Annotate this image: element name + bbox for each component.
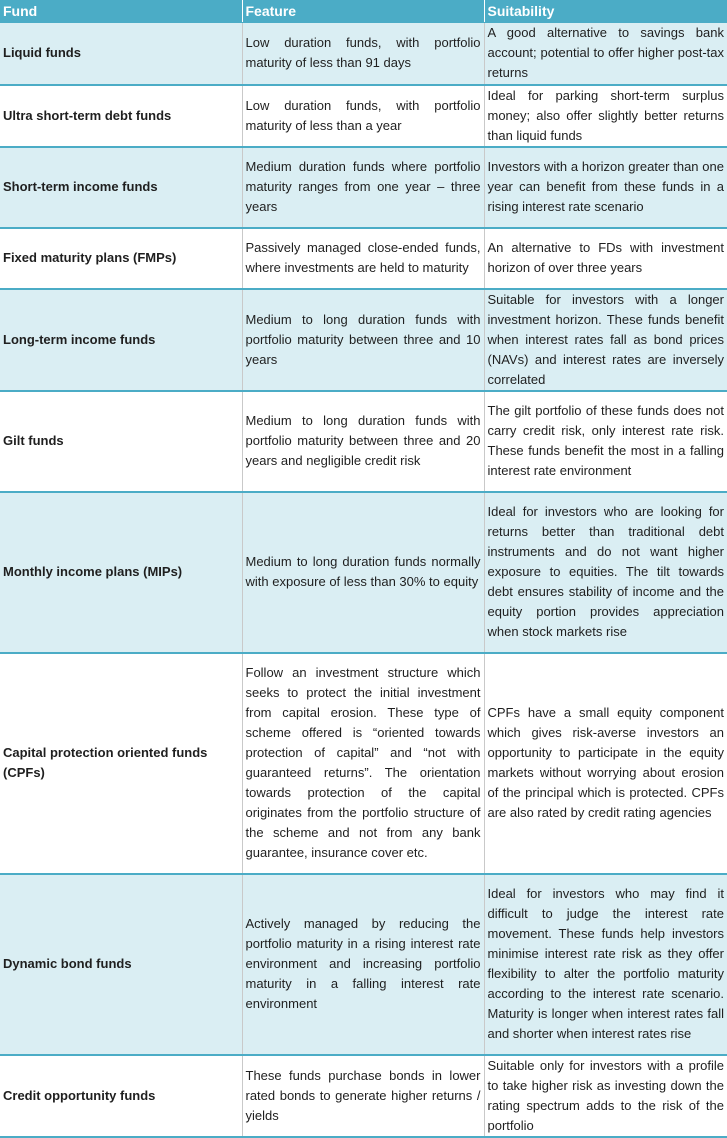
fund-suitability: The gilt portfolio of these funds does not carry credit risk, only interest rate risk. These funds benefit the most in a falling interest rate environment: [484, 391, 727, 492]
fund-feature: Actively managed by reducing the portfolio maturity in a rising interest rate environment and increasing portfolio maturity in a falling interest rate environment: [242, 874, 484, 1055]
fund-feature: Passively managed close-ended funds, where investments are held to maturity: [242, 228, 484, 289]
header-suitability: Suitability: [484, 0, 727, 23]
table-row: [0, 85, 727, 147]
fund-suitability: Ideal for investors who are looking for returns better than traditional debt instruments and do not want higher exposure to equities. The tilt towards debt ensures stability of income and the equity portion provides appreciation when stock markets rise: [484, 492, 727, 653]
fund-name: Long-term income funds: [0, 289, 242, 391]
fund-suitability: Investors with a horizon greater than one year can benefit from these funds in a rising interest rate scenario: [484, 147, 727, 228]
fund-suitability: CPFs have a small equity component which gives risk-averse investors an opportunity to participate in the equity markets without worrying about erosion of the principal which is protected. CPFs are also rated by credit rating agencies: [484, 653, 727, 874]
header-fund: Fund: [0, 0, 242, 23]
fund-name: Fixed maturity plans (FMPs): [0, 228, 242, 289]
fund-feature: Medium duration funds where portfolio maturity ranges from one year – three years: [242, 147, 484, 228]
fund-feature: These funds purchase bonds in lower rated bonds to generate higher returns / yields: [242, 1055, 484, 1137]
fund-suitability: Suitable for investors with a longer investment horizon. These funds benefit when interest rates fall as bond prices (NAVs) and interest rates are inversely correlated: [484, 289, 727, 391]
table-row: [0, 1055, 727, 1137]
fund-feature: Low duration funds, with portfolio maturity of less than 91 days: [242, 23, 484, 85]
table-row: [0, 874, 727, 1055]
fund-feature: Follow an investment structure which seeks to protect the initial investment from capital erosion. These type of scheme offered is “oriented towards protection of capital” and “not with guaranteed returns”. The orientation towards protection of the capital originates from the portfolio structure of the scheme and not from any bank guarantee, insurance cover etc.: [242, 653, 484, 874]
fund-suitability: Ideal for parking short-term surplus money; also offer slightly better returns than liquid funds: [484, 85, 727, 147]
fund-feature: Medium to long duration funds normally with exposure of less than 30% to equity: [242, 492, 484, 653]
table-row: [0, 289, 727, 391]
table-row: [0, 391, 727, 492]
header-row: [0, 0, 727, 23]
header-feature: Feature: [242, 0, 484, 23]
fund-suitability: A good alternative to savings bank account; potential to offer higher post-tax returns: [484, 23, 727, 85]
fund-name: Ultra short-term debt funds: [0, 85, 242, 147]
fund-suitability: Ideal for investors who may find it difficult to judge the interest rate movement. These funds help investors minimise interest rate risk as they offer flexibility to alter the portfolio maturity according to the interest rate scenario. Maturity is longer when interest rates fall and shorter when interest rates rise: [484, 874, 727, 1055]
fund-name: Capital protection oriented funds (CPFs): [0, 653, 242, 874]
fund-name: Gilt funds: [0, 391, 242, 492]
fund-suitability: An alternative to FDs with investment horizon of over three years: [484, 228, 727, 289]
fund-name: Monthly income plans (MIPs): [0, 492, 242, 653]
fund-name: Short-term income funds: [0, 147, 242, 228]
fund-name: Liquid funds: [0, 23, 242, 85]
fund-suitability: Suitable only for investors with a profile to take higher risk as investing down the rating spectrum adds to the risk of the portfolio: [484, 1055, 727, 1137]
fund-feature: Medium to long duration funds with portfolio maturity between three and 10 years: [242, 289, 484, 391]
fund-name: Credit opportunity funds: [0, 1055, 242, 1137]
table-row: [0, 23, 727, 85]
fund-name: Dynamic bond funds: [0, 874, 242, 1055]
table-row: [0, 147, 727, 228]
table-row: [0, 653, 727, 874]
table-row: [0, 228, 727, 289]
fund-feature: Medium to long duration funds with portfolio maturity between three and 20 years and negligible credit risk: [242, 391, 484, 492]
table-row: [0, 492, 727, 653]
fund-feature: Low duration funds, with portfolio maturity of less than a year: [242, 85, 484, 147]
